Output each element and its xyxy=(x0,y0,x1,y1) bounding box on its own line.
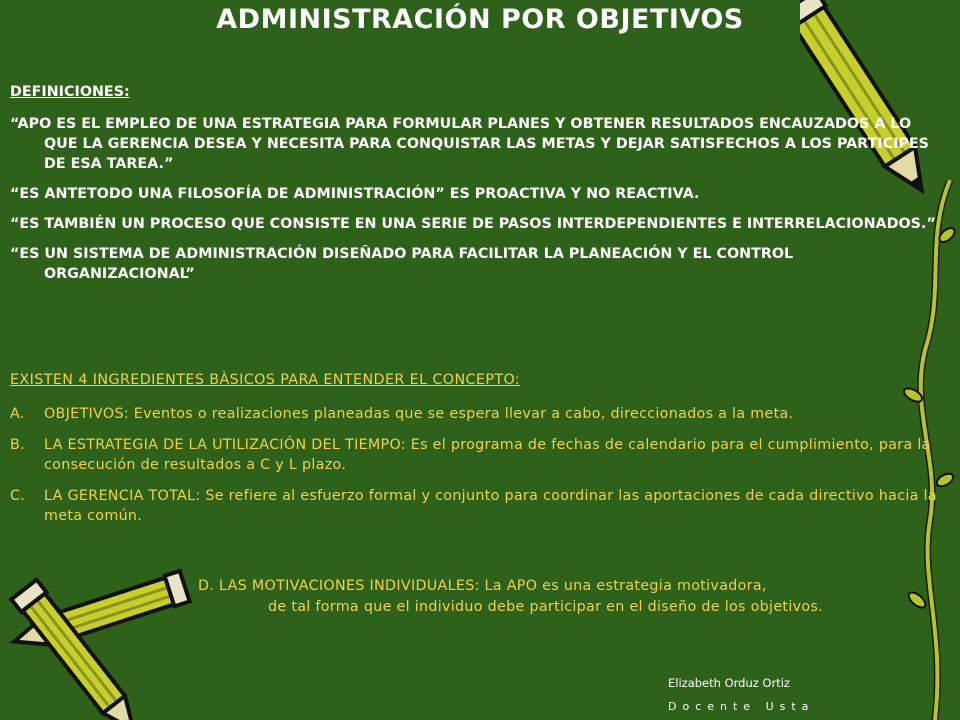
definitions-section xyxy=(10,82,940,294)
ingredient-d-line2: de tal forma que el individuo debe participar en el diseño de los objetivos. xyxy=(268,598,823,615)
definitions-heading: DEFINICIONES: xyxy=(10,84,130,100)
definition-item: “ES ANTETODO UNA FILOSOFÍA DE ADMINISTRACIÓN” ES PROACTIVA Y NO REACTIVA. xyxy=(10,186,700,202)
ingredient-item-b xyxy=(10,435,940,476)
ingredient-text: LA ESTRATEGIA DE LA UTILIZACIÓN DEL TIEMPO: Es el programa de fechas de calendario para el cumplimiento, para la consecución de resultados a C y L plazo. xyxy=(44,436,931,473)
ingredient-item-c xyxy=(10,486,940,527)
ingredient-letter: B. xyxy=(10,436,25,453)
author-name: Elizabeth Orduz Ortiz xyxy=(668,676,790,690)
ingredient-letter: C. xyxy=(10,487,26,504)
definition-item: “ES UN SISTEMA DE ADMINISTRACIÓN DISEÑADO PARA FACILITAR LA PLANEACIÓN Y EL CONTROL ORGANIZACIONAL” xyxy=(10,246,794,282)
definition-item: “APO ES EL EMPLEO DE UNA ESTRATEGIA PARA FORMULAR PLANES Y OBTENER RESULTADOS ENCAUZADOS A LO QUE LA GERENCIA DESEA Y NECESITA PARA CONQUISTAR LAS METAS Y DEJAR SATISFECHOS A LOS PARTICIPES DE ESA TAREA.” xyxy=(10,116,929,172)
ingredients-list xyxy=(10,404,940,537)
definition-item: “ES TAMBIÉN UN PROCESO QUE CONSISTE EN UNA SERIE DE PASOS INTERDEPENDIENTES E INTERRELACIONADOS.” xyxy=(10,216,936,232)
ingredient-item-d xyxy=(198,576,958,617)
ingredient-text: LA GERENCIA TOTAL: Se refiere al esfuerzo formal y conjunto para coordinar las aportaciones de cada directivo hacia la meta común. xyxy=(44,487,937,524)
ingredient-text: OBJETIVOS: Eventos o realizaciones planeadas que se espera llevar a cabo, direccionados a la meta. xyxy=(44,406,794,422)
author-role: Docente Usta xyxy=(668,700,815,713)
page-title: ADMINISTRACIÓN POR OBJETIVOS xyxy=(216,4,744,35)
ingredients-heading: EXISTEN 4 INGREDIENTES BÀSICOS PARA ENTENDER EL CONCEPTO: xyxy=(10,372,521,388)
ingredient-item-a xyxy=(10,404,940,425)
pencil-cross-bottom-left-icon xyxy=(0,560,195,720)
ingredient-letter: A. xyxy=(10,406,25,422)
ingredient-d-line1: D. LAS MOTIVACIONES INDIVIDUALES: La APO es una estrategia motivadora, xyxy=(198,578,767,594)
